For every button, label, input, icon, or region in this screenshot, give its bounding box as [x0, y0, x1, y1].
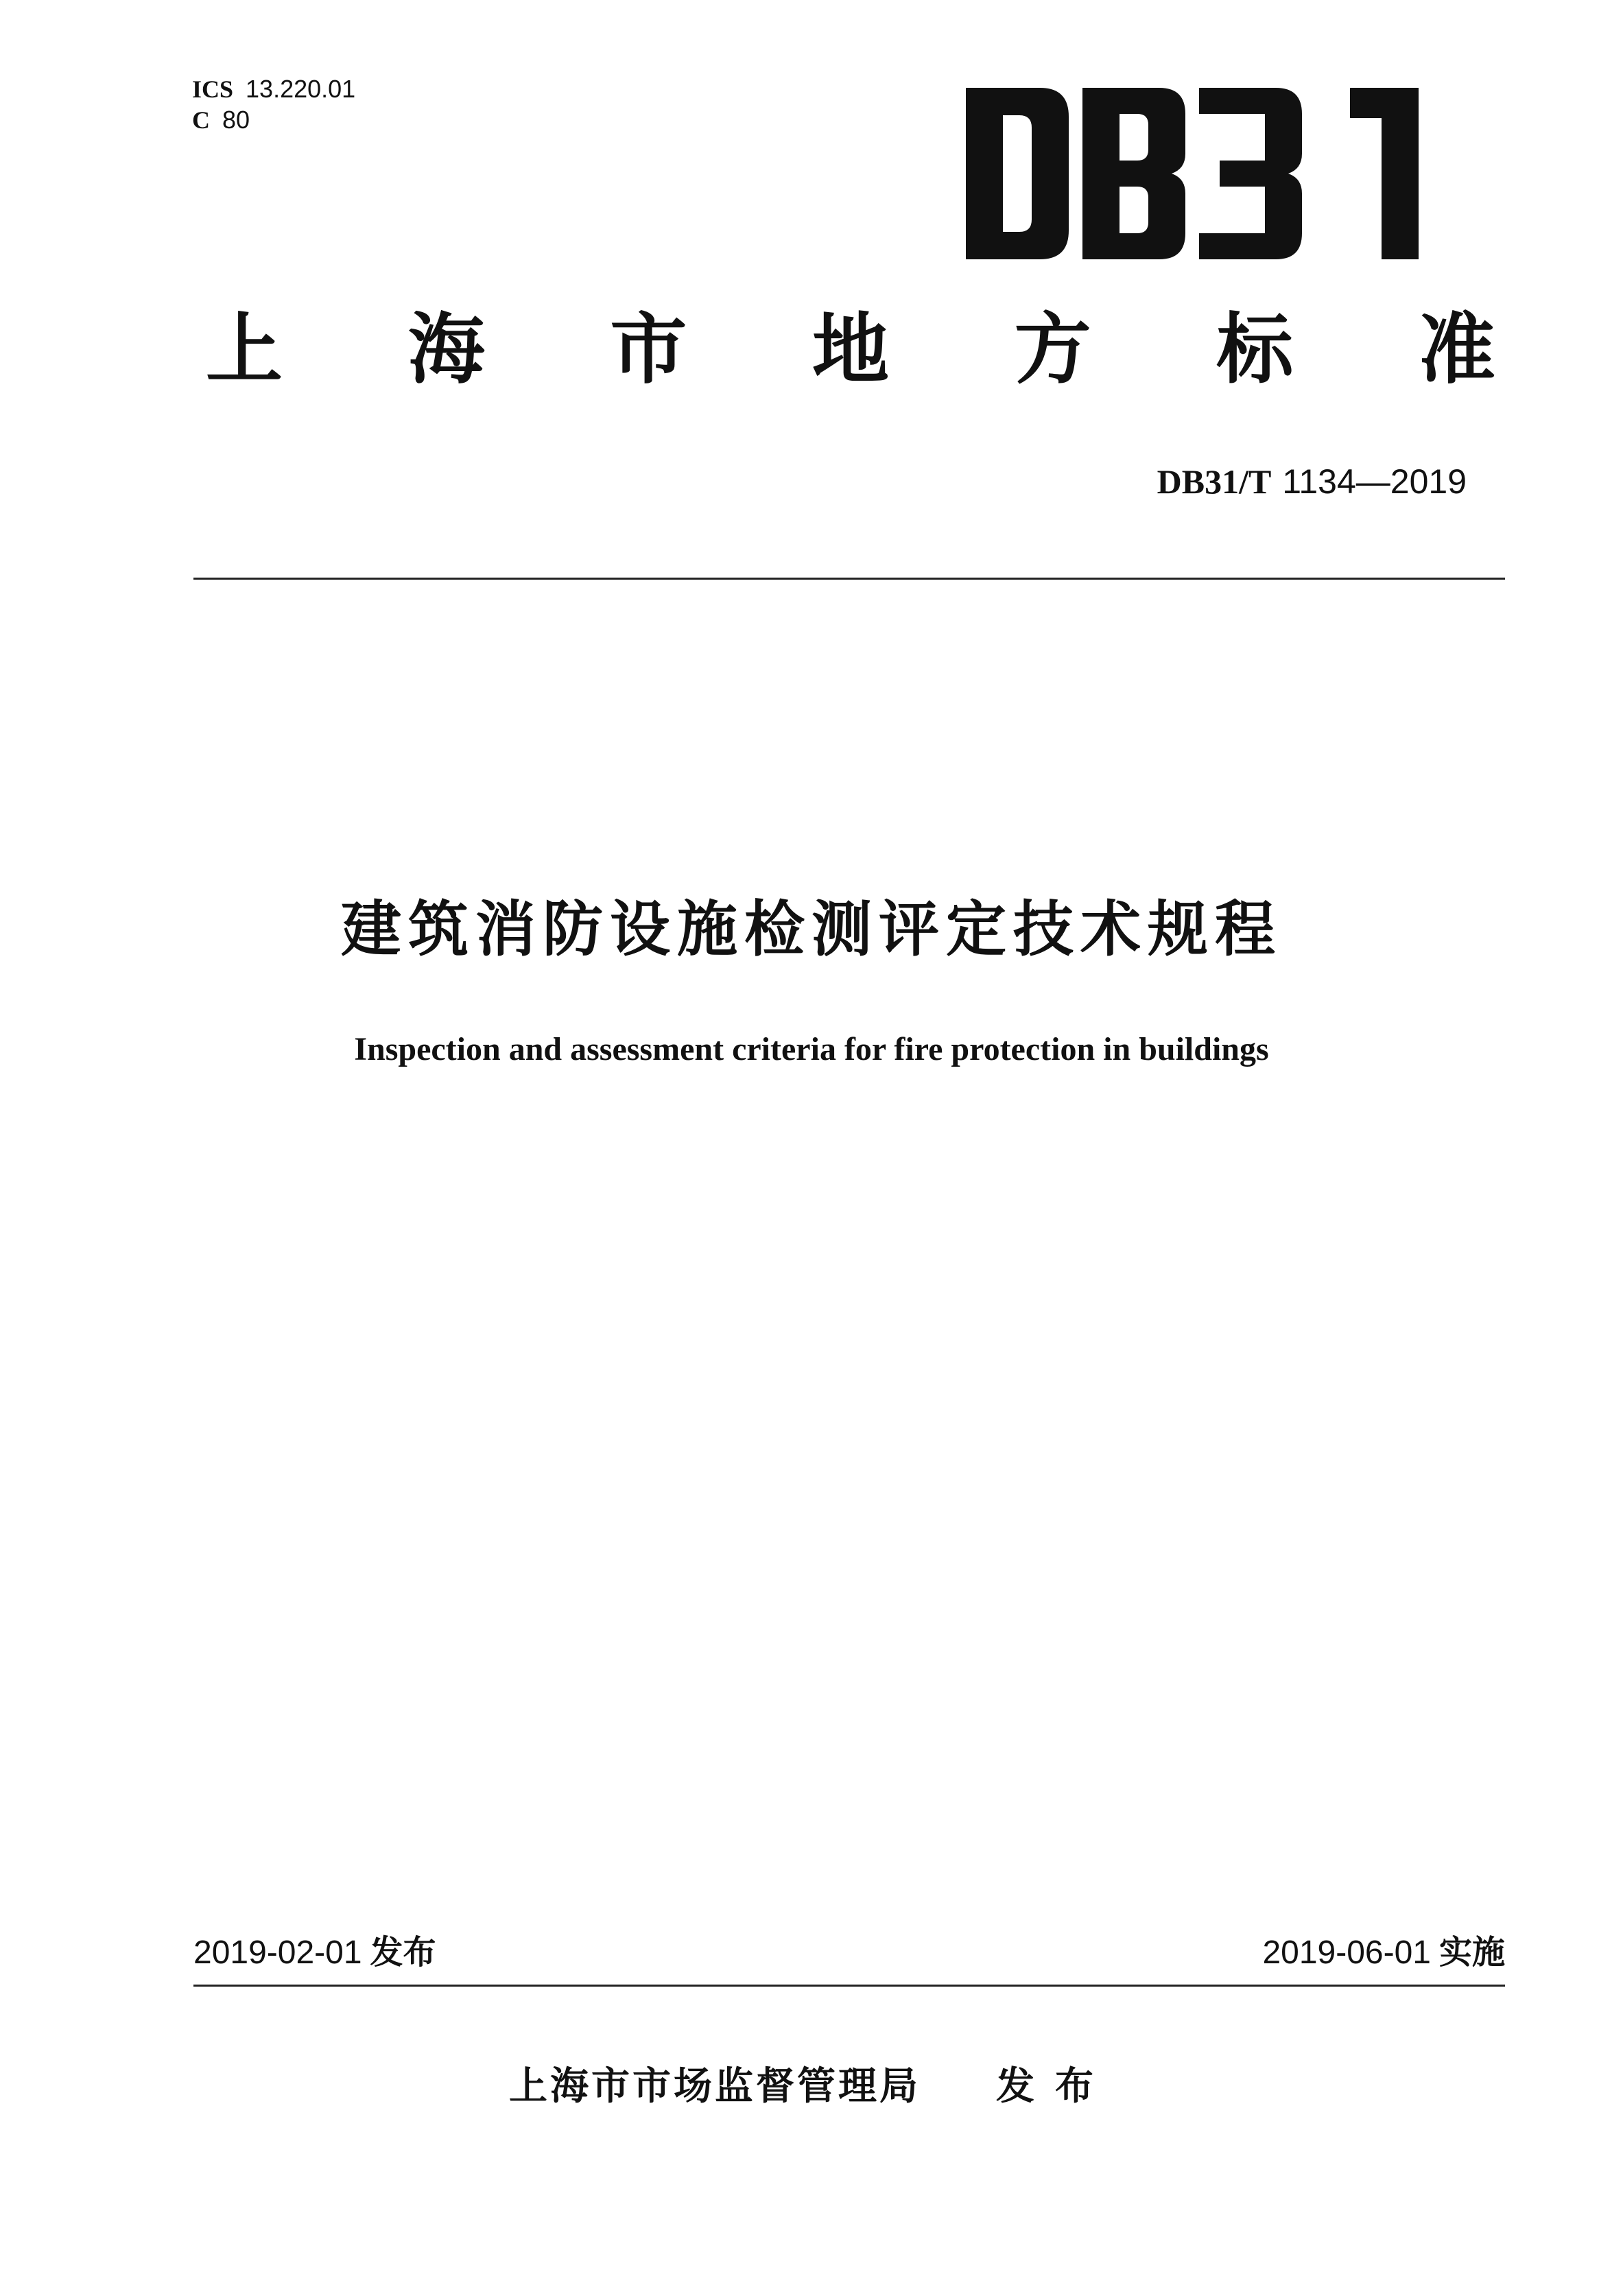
ccs-value: 80	[222, 106, 250, 134]
ccs-code-row	[192, 105, 355, 136]
standard-type-heading	[206, 302, 1495, 398]
ics-code-row	[192, 74, 355, 105]
ccs-label: C	[192, 106, 210, 134]
ics-label: ICS	[192, 75, 234, 103]
english-title: Inspection and assessment criteria for fire protection in buildings	[354, 1031, 1269, 1067]
publish-date	[193, 1932, 436, 1974]
standard-number-prefix: DB31/T	[1157, 462, 1272, 501]
heading-char: 标	[1216, 305, 1294, 394]
issuer-organization: 上海市市场监督管理局	[509, 2064, 921, 2109]
publish-date-value: 2019-02-01	[193, 1934, 362, 1971]
top-divider	[193, 578, 1505, 580]
standard-number	[1157, 461, 1467, 502]
implement-date	[1262, 1932, 1505, 1974]
heading-char: 方	[1014, 305, 1091, 394]
standard-number-suffix: 1134—2019	[1282, 462, 1467, 501]
heading-char: 地	[812, 305, 889, 394]
ics-value: 13.220.01	[246, 75, 356, 103]
issuer-action: 发布	[996, 2064, 1114, 2109]
heading-char: 海	[407, 305, 485, 394]
heading-char: 市	[610, 305, 687, 394]
bottom-divider	[193, 1985, 1505, 1987]
heading-char: 上	[206, 305, 283, 394]
publish-date-label: 发布	[370, 1933, 436, 1972]
implement-date-value: 2019-06-01	[1262, 1934, 1431, 1971]
implement-date-label: 实施	[1438, 1933, 1505, 1972]
db31-logo	[966, 88, 1419, 259]
chinese-title: 建筑消防设施检测评定技术规程	[340, 894, 1282, 964]
heading-char: 准	[1418, 305, 1495, 394]
classification-codes	[192, 74, 355, 136]
issuer-line	[0, 2062, 1623, 2111]
